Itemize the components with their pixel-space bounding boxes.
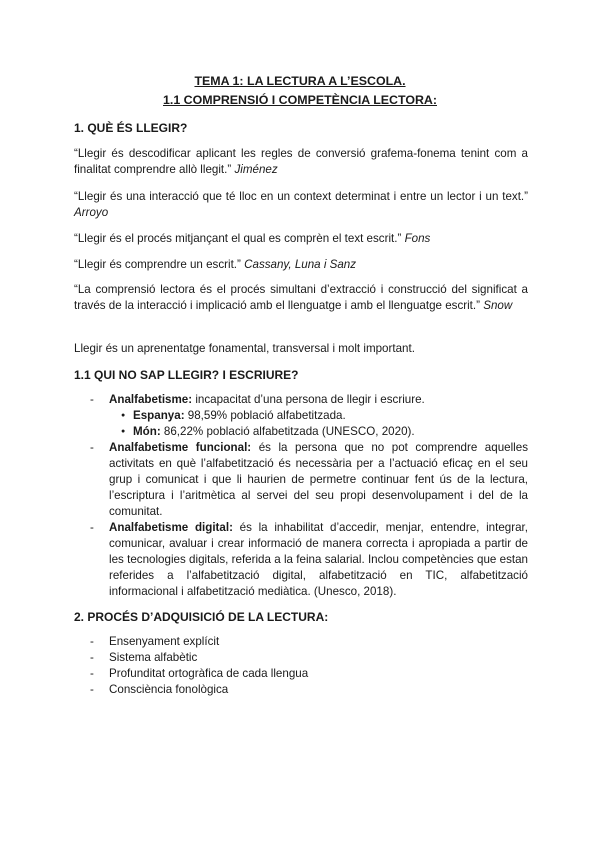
quote-author: Fons bbox=[404, 232, 431, 245]
quote-author: Snow bbox=[483, 299, 513, 312]
list-item bbox=[74, 392, 528, 440]
quote-text: “Llegir és descodificar aplicant les regles de conversió grafema-fonema tenint com a finalitat comprendre allò llegit.” bbox=[74, 147, 528, 176]
quote-author: Arroyo bbox=[74, 206, 109, 219]
quote-text: “Llegir és el procés mitjançant el qual es comprèn el text escrit.” bbox=[74, 232, 402, 245]
summary-paragraph: Llegir és un aprenentatge fonamental, transversal i molt important. bbox=[74, 342, 415, 355]
list-item: - Profunditat ortogràfica de cada llengua bbox=[74, 666, 528, 682]
list-item bbox=[74, 520, 528, 600]
quote-author: Jiménez bbox=[234, 163, 278, 176]
definition: 86,22% població alfabetitzada (UNESCO, 2020). bbox=[160, 425, 415, 438]
quote-fons bbox=[74, 231, 528, 247]
definition: és la persona que no pot comprendre aquelles activitats en què l’alfabetització és necessària per a l’actuació eficaç en el seu grup i comunicat i que li haurien de permetre continuar fent ús de la lectura, l’escriptura i l’aritmètica al servei del seu propi desenvolupament i del de la comunitat. bbox=[109, 441, 529, 518]
quote-arroyo bbox=[74, 189, 528, 221]
proces-list bbox=[74, 634, 528, 698]
title-block bbox=[0, 72, 600, 110]
term: Analfabetisme: bbox=[109, 393, 193, 406]
term: Espanya: bbox=[133, 409, 185, 422]
quote-text: “Llegir és comprendre un escrit.” bbox=[74, 258, 241, 271]
term: Analfabetisme digital: bbox=[109, 521, 233, 534]
subtitle: 1.1 COMPRENSIÓ I COMPETÈNCIA LECTORA: bbox=[163, 93, 437, 107]
quote-author: Cassany, Luna i Sanz bbox=[244, 258, 357, 271]
definition: incapacitat d’una persona de llegir i escriure. bbox=[192, 393, 425, 406]
quote-text: “La comprensió lectora és el procés simultani d’extracció i construcció del significat a través de la interacció i implicació amb el llenguatge i amb el llenguatge escrit.” bbox=[74, 283, 528, 312]
sublist-item bbox=[109, 408, 528, 424]
list-item: - Consciència fonològica bbox=[74, 682, 528, 698]
definition: 98,59% població alfabetitzada. bbox=[184, 409, 346, 422]
main-title: TEMA 1: LA LECTURA A L’ESCOLA. bbox=[194, 74, 406, 88]
term: Món: bbox=[133, 425, 161, 438]
stats-sublist bbox=[109, 408, 528, 440]
analfabetisme-list bbox=[74, 392, 528, 600]
heading-que-es-llegir: 1. QUÈ ÉS LLEGIR? bbox=[74, 121, 188, 135]
quote-cassany bbox=[74, 257, 528, 273]
list-item bbox=[74, 440, 528, 520]
heading-proces-adquisicio: 2. PROCÉS D’ADQUISICIÓ DE LA LECTURA: bbox=[74, 610, 329, 624]
list-item: - Sistema alfabètic bbox=[74, 650, 528, 666]
definition: és la inhabilitat d’accedir, menjar, entendre, integrar, comunicar, avaluar i crear informació de manera correcta i apropiada a partir de les tecnologies digitals, referida a la feina salarial. Inclou competències que estan referides a l’alfabetització digital, alfabetització en TIC, alfabetització informacional i alfabetització mediàtica. (Unesco, 2018). bbox=[109, 521, 528, 598]
heading-qui-no-sap-llegir: 1.1 QUI NO SAP LLEGIR? I ESCRIURE? bbox=[74, 368, 299, 382]
quote-snow bbox=[74, 282, 528, 314]
sublist-item bbox=[109, 424, 528, 440]
quote-text: “Llegir és una interacció que té lloc en un context determinat i entre un lector i un text.” bbox=[74, 190, 528, 203]
quote-jimenez bbox=[74, 146, 528, 178]
term: Analfabetisme funcional: bbox=[109, 441, 252, 454]
list-item: - Ensenyament explícit bbox=[74, 634, 528, 650]
